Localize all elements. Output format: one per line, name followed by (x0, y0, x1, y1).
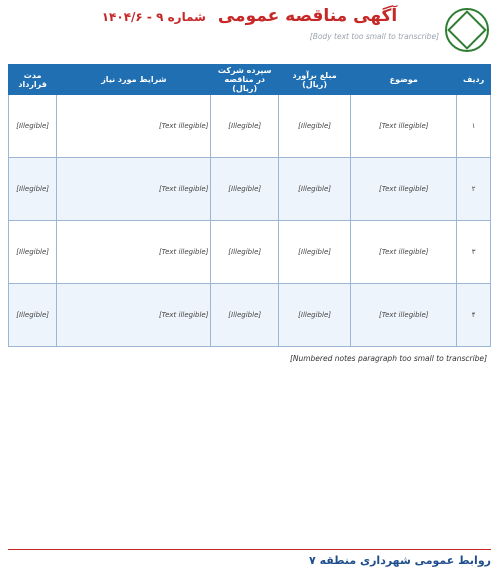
row-index: ۲ (457, 158, 491, 221)
notice-number: شماره ۹ - ۱۴۰۴/۶ (101, 10, 206, 24)
row-subject: [Text illegible] (351, 158, 457, 221)
row-estimate: [Illegible] (278, 284, 350, 347)
row-duration: [Illegible] (9, 95, 57, 158)
tender-table (8, 64, 491, 347)
row-conditions: [Text illegible] (57, 158, 211, 221)
row-estimate: [Illegible] (278, 158, 350, 221)
row-estimate: [Illegible] (278, 221, 350, 284)
column-header: مبلغ برآورد (ریال) (278, 65, 350, 95)
row-deposit: [Illegible] (211, 284, 278, 347)
table-row (9, 158, 491, 221)
row-duration: [Illegible] (9, 158, 57, 221)
notes-section: [Numbered notes paragraph too small to transcribe] (289, 354, 487, 363)
footer-bar (8, 549, 491, 570)
row-deposit: [Illegible] (211, 221, 278, 284)
row-deposit: [Illegible] (211, 158, 278, 221)
notice-title (8, 6, 491, 26)
row-index: ۱ (457, 95, 491, 158)
table-header-row (9, 65, 491, 95)
intro-paragraph: [Body text too small to transcribe] (309, 32, 439, 41)
row-deposit: [Illegible] (211, 95, 278, 158)
row-duration: [Illegible] (9, 221, 57, 284)
row-index: ۴ (457, 284, 491, 347)
row-estimate: [Illegible] (278, 95, 350, 158)
table-row (9, 221, 491, 284)
row-conditions: [Text illegible] (57, 221, 211, 284)
row-subject: [Text illegible] (351, 221, 457, 284)
table-row (9, 284, 491, 347)
row-duration: [Illegible] (9, 284, 57, 347)
notice-header (8, 6, 491, 60)
row-index: ۳ (457, 221, 491, 284)
column-header: شرایط مورد نیاز (57, 65, 211, 95)
row-conditions: [Text illegible] (57, 284, 211, 347)
row-subject: [Text illegible] (351, 95, 457, 158)
column-header: مدت قرارداد (9, 65, 57, 95)
row-subject: [Text illegible] (351, 284, 457, 347)
column-header: موضوع (351, 65, 457, 95)
notice-title-text: آگهی مناقصه عمومی (217, 6, 398, 26)
column-header: سپرده شرکت در مناقصه (ریال) (211, 65, 278, 95)
table-row (9, 95, 491, 158)
column-header: ردیف (457, 65, 491, 95)
row-conditions: [Text illegible] (57, 95, 211, 158)
footer-text: روابط عمومی شهرداری منطقه ۷ (309, 553, 491, 567)
